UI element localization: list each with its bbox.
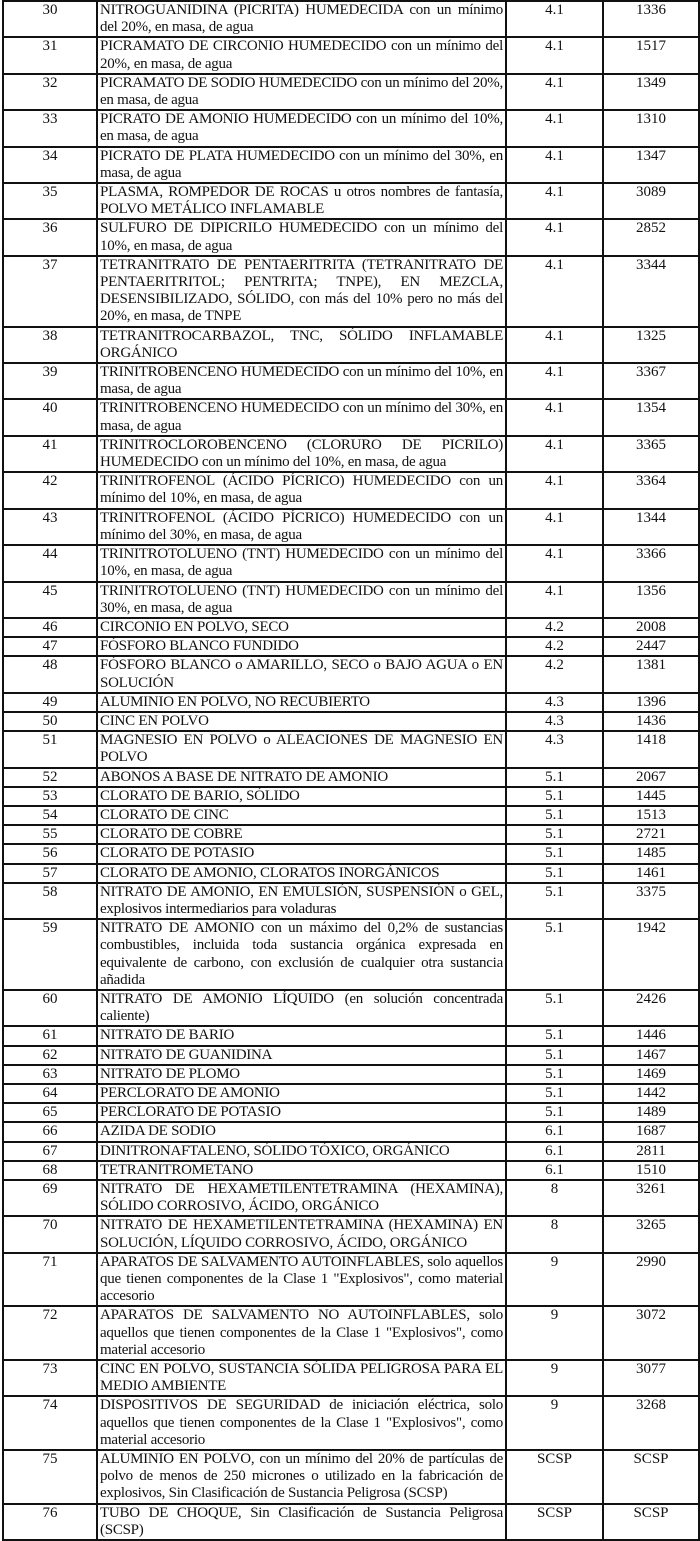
table-row <box>3 147 699 183</box>
row-number-cell: 53 <box>3 787 97 806</box>
row-number-cell: 49 <box>3 693 97 712</box>
un-number-cell: 1381 <box>603 656 699 692</box>
row-number-cell: 46 <box>3 618 97 637</box>
table-row <box>3 637 699 656</box>
row-number-cell: 45 <box>3 582 97 618</box>
substance-description-cell: CINC EN POLVO, SUSTANCIA SÓLIDA PELIGROSA PARA EL MEDIO AMBIENTE <box>97 1360 506 1396</box>
hazard-class-cell: 4.1 <box>506 545 603 581</box>
table-row <box>3 1046 699 1065</box>
table-row <box>3 327 699 363</box>
un-number-cell: 1489 <box>603 1103 699 1122</box>
table-row <box>3 1161 699 1180</box>
substance-description-cell: TETRANITROCARBAZOL, TNC, SÓLIDO INFLAMABLE ORGÁNICO <box>97 327 506 363</box>
table-row <box>3 363 699 399</box>
un-number-cell: 2447 <box>603 637 699 656</box>
table-body <box>3 1 699 1540</box>
table-row <box>3 1 699 37</box>
row-number-cell: 68 <box>3 1161 97 1180</box>
substance-description-cell: CLORATO DE COBRE <box>97 825 506 844</box>
row-number-cell: 30 <box>3 1 97 37</box>
row-number-cell: 35 <box>3 183 97 219</box>
document-page <box>2 0 698 1541</box>
table-row <box>3 74 699 110</box>
row-number-cell: 61 <box>3 1026 97 1045</box>
row-number-cell: 56 <box>3 844 97 863</box>
substance-description-cell: APARATOS DE SALVAMENTO AUTOINFLABLES, solo aquellos que tienen componentes de la Clase 1 "Explosivos", como material accesorio <box>97 1253 506 1307</box>
substance-description-cell: SULFURO DE DIPICRILO HUMEDECIDO con un mínimo del 10%, en masa, de agua <box>97 219 506 255</box>
un-number-cell: 3265 <box>603 1216 699 1252</box>
un-number-cell: 1336 <box>603 1 699 37</box>
un-number-cell: 1446 <box>603 1026 699 1045</box>
table-row <box>3 712 699 731</box>
hazard-class-cell: 4.3 <box>506 693 603 712</box>
row-number-cell: 69 <box>3 1180 97 1216</box>
un-number-cell: 1513 <box>603 806 699 825</box>
substance-description-cell: CLORATO DE AMONIO, CLORATOS INORGÁNICOS <box>97 864 506 883</box>
table-row <box>3 806 699 825</box>
hazard-class-cell: 9 <box>506 1306 603 1360</box>
substance-description-cell: PICRATO DE AMONIO HUMEDECIDO con un mínimo del 10%, en masa, de agua <box>97 110 506 146</box>
table-row <box>3 844 699 863</box>
un-number-cell: 1396 <box>603 693 699 712</box>
un-number-cell: 1467 <box>603 1046 699 1065</box>
un-number-cell: 1347 <box>603 147 699 183</box>
hazard-class-cell: 4.1 <box>506 183 603 219</box>
substance-description-cell: NITRATO DE HEXAMETILENTETRAMINA (HEXAMINA) EN SOLUCIÓN, LÍQUIDO CORROSIVO, ÁCIDO, ORGÁNICO <box>97 1216 506 1252</box>
row-number-cell: 31 <box>3 37 97 73</box>
table-row <box>3 919 699 990</box>
row-number-cell: 48 <box>3 656 97 692</box>
table-row <box>3 183 699 219</box>
substance-description-cell: DINITRONAFTALENO, SÓLIDO TÓXICO, ORGÁNICO <box>97 1142 506 1161</box>
substance-description-cell: FÓSFORO BLANCO FUNDIDO <box>97 637 506 656</box>
un-number-cell: 1436 <box>603 712 699 731</box>
row-number-cell: 75 <box>3 1450 97 1504</box>
table-row <box>3 656 699 692</box>
hazard-class-cell: 4.1 <box>506 472 603 508</box>
hazard-class-cell: 4.1 <box>506 74 603 110</box>
hazard-class-cell: 9 <box>506 1253 603 1307</box>
un-number-cell: 2008 <box>603 618 699 637</box>
substance-description-cell: TUBO DE CHOQUE, Sin Clasificación de Sustancia Peligrosa (SCSP) <box>97 1504 506 1540</box>
hazard-class-cell: SCSP <box>506 1450 603 1504</box>
table-row <box>3 1026 699 1045</box>
substance-description-cell: TRINITROTOLUENO (TNT) HUMEDECIDO con un mínimo del 10%, en masa, de agua <box>97 545 506 581</box>
table-row <box>3 219 699 255</box>
row-number-cell: 33 <box>3 110 97 146</box>
hazard-class-cell: 6.1 <box>506 1142 603 1161</box>
table-row <box>3 1360 699 1396</box>
hazard-class-cell: 5.1 <box>506 1046 603 1065</box>
table-row <box>3 1396 699 1450</box>
un-number-cell: 3365 <box>603 436 699 472</box>
un-number-cell: 1510 <box>603 1161 699 1180</box>
hazard-class-cell: 4.2 <box>506 656 603 692</box>
un-number-cell: 1442 <box>603 1084 699 1103</box>
row-number-cell: 38 <box>3 327 97 363</box>
row-number-cell: 76 <box>3 1504 97 1540</box>
un-number-cell: 1942 <box>603 919 699 990</box>
hazard-class-cell: 9 <box>506 1396 603 1450</box>
hazard-class-cell: 4.2 <box>506 618 603 637</box>
table-row <box>3 1504 699 1540</box>
hazard-class-cell: 5.1 <box>506 864 603 883</box>
un-number-cell: 1325 <box>603 327 699 363</box>
row-number-cell: 64 <box>3 1084 97 1103</box>
hazard-class-cell: 8 <box>506 1180 603 1216</box>
row-number-cell: 37 <box>3 256 97 327</box>
table-row <box>3 731 699 767</box>
un-number-cell: 3077 <box>603 1360 699 1396</box>
substance-description-cell: TRINITROFENOL (ÁCIDO PÍCRICO) HUMEDECIDO con un mínimo del 30%, en masa, de agua <box>97 509 506 545</box>
row-number-cell: 72 <box>3 1306 97 1360</box>
row-number-cell: 70 <box>3 1216 97 1252</box>
substance-description-cell: PLASMA, ROMPEDOR DE ROCAS u otros nombres de fantasía, POLVO METÁLICO INFLAMABLE <box>97 183 506 219</box>
substance-description-cell: TETRANITRATO DE PENTAERITRITA (TETRANITRATO DE PENTAERITRITOL; PENTRITA; TNPE), EN MEZCLA, DESENSIBILIZADO, SÓLIDO, con más del 10% pero no más del 20%, en masa, de TNPE <box>97 256 506 327</box>
table-row <box>3 1253 699 1307</box>
substance-description-cell: PICRAMATO DE CIRCONIO HUMEDECIDO con un mínimo del 20%, en masa, de agua <box>97 37 506 73</box>
substance-description-cell: PERCLORATO DE AMONIO <box>97 1084 506 1103</box>
un-number-cell: 3344 <box>603 256 699 327</box>
substance-description-cell: CLORATO DE POTASIO <box>97 844 506 863</box>
hazard-class-cell: 6.1 <box>506 1161 603 1180</box>
table-row <box>3 1216 699 1252</box>
un-number-cell: 3072 <box>603 1306 699 1360</box>
substance-description-cell: PERCLORATO DE POTASIO <box>97 1103 506 1122</box>
hazard-class-cell: 4.1 <box>506 219 603 255</box>
row-number-cell: 44 <box>3 545 97 581</box>
un-number-cell: 1485 <box>603 844 699 863</box>
un-number-cell: 1687 <box>603 1122 699 1141</box>
hazard-class-cell: 5.1 <box>506 919 603 990</box>
table-row <box>3 618 699 637</box>
substance-description-cell: NITRATO DE AMONIO con un máximo del 0,2% de sustancias combustibles, incluida toda sustancia orgánica expresada en equivalente de carbono, con exclusión de cualquier otra sustancia añadida <box>97 919 506 990</box>
substance-description-cell: TRINITROFENOL (ÁCIDO PÍCRICO) HUMEDECIDO con un mínimo del 10%, en masa, de agua <box>97 472 506 508</box>
row-number-cell: 47 <box>3 637 97 656</box>
table-row <box>3 436 699 472</box>
un-number-cell: 1445 <box>603 787 699 806</box>
hazardous-substances-table <box>2 0 700 1541</box>
un-number-cell: 3366 <box>603 545 699 581</box>
substance-description-cell: PICRATO DE PLATA HUMEDECIDO con un mínimo del 30%, en masa, de agua <box>97 147 506 183</box>
table-row <box>3 1450 699 1504</box>
hazard-class-cell: 8 <box>506 1216 603 1252</box>
table-row <box>3 1306 699 1360</box>
un-number-cell: 3367 <box>603 363 699 399</box>
table-row <box>3 545 699 581</box>
hazard-class-cell: 4.3 <box>506 731 603 767</box>
row-number-cell: 74 <box>3 1396 97 1450</box>
un-number-cell: SCSP <box>603 1504 699 1540</box>
substance-description-cell: MAGNESIO EN POLVO o ALEACIONES DE MAGNESIO EN POLVO <box>97 731 506 767</box>
table-row <box>3 883 699 919</box>
hazard-class-cell: 4.3 <box>506 712 603 731</box>
substance-description-cell: NITRATO DE AMONIO, EN EMULSIÓN, SUSPENSIÓN o GEL, explosivos intermediarios para voladuras <box>97 883 506 919</box>
row-number-cell: 63 <box>3 1065 97 1084</box>
substance-description-cell: TRINITROBENCENO HUMEDECIDO con un mínimo del 10%, en masa, de agua <box>97 363 506 399</box>
row-number-cell: 41 <box>3 436 97 472</box>
hazard-class-cell: 5.1 <box>506 1026 603 1045</box>
hazard-class-cell: 6.1 <box>506 1122 603 1141</box>
substance-description-cell: APARATOS DE SALVAMENTO NO AUTOINFLABLES, solo aquellos que tienen componentes de la Clase 1 "Explosivos", como material accesorio <box>97 1306 506 1360</box>
table-row <box>3 256 699 327</box>
row-number-cell: 73 <box>3 1360 97 1396</box>
un-number-cell: 2990 <box>603 1253 699 1307</box>
un-number-cell: 1517 <box>603 37 699 73</box>
un-number-cell: 3364 <box>603 472 699 508</box>
substance-description-cell: TETRANITROMETANO <box>97 1161 506 1180</box>
hazard-class-cell: 5.1 <box>506 1084 603 1103</box>
un-number-cell: 1469 <box>603 1065 699 1084</box>
row-number-cell: 62 <box>3 1046 97 1065</box>
table-row <box>3 1142 699 1161</box>
un-number-cell: 2426 <box>603 990 699 1026</box>
row-number-cell: 50 <box>3 712 97 731</box>
hazard-class-cell: 4.1 <box>506 399 603 435</box>
substance-description-cell: ALUMINIO EN POLVO, con un mínimo del 20% de partículas de polvo de menos de 250 micrones o utilizado en la fabricación de explosivos, Sin Clasificación de Sustancia Peligrosa (SCSP) <box>97 1450 506 1504</box>
un-number-cell: 2721 <box>603 825 699 844</box>
hazard-class-cell: 4.1 <box>506 147 603 183</box>
table-row <box>3 1084 699 1103</box>
substance-description-cell: CINC EN POLVO <box>97 712 506 731</box>
table-row <box>3 693 699 712</box>
table-row <box>3 1065 699 1084</box>
row-number-cell: 59 <box>3 919 97 990</box>
substance-description-cell: NITRATO DE BARIO <box>97 1026 506 1045</box>
hazard-class-cell: 4.1 <box>506 327 603 363</box>
table-row <box>3 399 699 435</box>
substance-description-cell: TRINITROCLOROBENCENO (CLORURO DE PICRILO) HUMEDECIDO con un mínimo del 10%, en masa, de agua <box>97 436 506 472</box>
un-number-cell: 1356 <box>603 582 699 618</box>
row-number-cell: 42 <box>3 472 97 508</box>
substance-description-cell: NITRATO DE AMONIO LÍQUIDO (en solución concentrada caliente) <box>97 990 506 1026</box>
hazard-class-cell: 4.2 <box>506 637 603 656</box>
substance-description-cell: CLORATO DE BARIO, SÓLIDO <box>97 787 506 806</box>
substance-description-cell: CIRCONIO EN POLVO, SECO <box>97 618 506 637</box>
row-number-cell: 55 <box>3 825 97 844</box>
un-number-cell: 3089 <box>603 183 699 219</box>
hazard-class-cell: 4.1 <box>506 582 603 618</box>
hazard-class-cell: 5.1 <box>506 990 603 1026</box>
hazard-class-cell: 4.1 <box>506 1 603 37</box>
substance-description-cell: ALUMINIO EN POLVO, NO RECUBIERTO <box>97 693 506 712</box>
hazard-class-cell: 4.1 <box>506 509 603 545</box>
table-row <box>3 787 699 806</box>
substance-description-cell: CLORATO DE CINC <box>97 806 506 825</box>
substance-description-cell: TRINITROBENCENO HUMEDECIDO con un mínimo del 30%, en masa, de agua <box>97 399 506 435</box>
un-number-cell: 2811 <box>603 1142 699 1161</box>
un-number-cell: 1349 <box>603 74 699 110</box>
row-number-cell: 32 <box>3 74 97 110</box>
substance-description-cell: AZIDA DE SODIO <box>97 1122 506 1141</box>
row-number-cell: 58 <box>3 883 97 919</box>
hazard-class-cell: 5.1 <box>506 787 603 806</box>
hazard-class-cell: 4.1 <box>506 110 603 146</box>
un-number-cell: 1344 <box>603 509 699 545</box>
un-number-cell: 3268 <box>603 1396 699 1450</box>
table-row <box>3 1180 699 1216</box>
hazard-class-cell: 4.1 <box>506 256 603 327</box>
substance-description-cell: ABONOS A BASE DE NITRATO DE AMONIO <box>97 768 506 787</box>
un-number-cell: 1310 <box>603 110 699 146</box>
row-number-cell: 71 <box>3 1253 97 1307</box>
table-row <box>3 825 699 844</box>
hazard-class-cell: 5.1 <box>506 1103 603 1122</box>
row-number-cell: 34 <box>3 147 97 183</box>
hazard-class-cell: 4.1 <box>506 436 603 472</box>
row-number-cell: 40 <box>3 399 97 435</box>
un-number-cell: 1418 <box>603 731 699 767</box>
hazard-class-cell: 5.1 <box>506 883 603 919</box>
hazard-class-cell: 5.1 <box>506 825 603 844</box>
row-number-cell: 39 <box>3 363 97 399</box>
table-row <box>3 990 699 1026</box>
substance-description-cell: NITRATO DE HEXAMETILENTETRAMINA (HEXAMINA), SÓLIDO CORROSIVO, ÁCIDO, ORGÁNICO <box>97 1180 506 1216</box>
un-number-cell: 3261 <box>603 1180 699 1216</box>
row-number-cell: 43 <box>3 509 97 545</box>
row-number-cell: 54 <box>3 806 97 825</box>
table-row <box>3 864 699 883</box>
row-number-cell: 57 <box>3 864 97 883</box>
hazard-class-cell: 4.1 <box>506 37 603 73</box>
hazard-class-cell: 4.1 <box>506 363 603 399</box>
table-row <box>3 768 699 787</box>
row-number-cell: 65 <box>3 1103 97 1122</box>
un-number-cell: SCSP <box>603 1450 699 1504</box>
hazard-class-cell: 5.1 <box>506 768 603 787</box>
un-number-cell: 3375 <box>603 883 699 919</box>
substance-description-cell: NITRATO DE GUANIDINA <box>97 1046 506 1065</box>
hazard-class-cell: SCSP <box>506 1504 603 1540</box>
hazard-class-cell: 9 <box>506 1360 603 1396</box>
row-number-cell: 36 <box>3 219 97 255</box>
hazard-class-cell: 5.1 <box>506 806 603 825</box>
un-number-cell: 2852 <box>603 219 699 255</box>
un-number-cell: 1354 <box>603 399 699 435</box>
hazard-class-cell: 5.1 <box>506 1065 603 1084</box>
row-number-cell: 67 <box>3 1142 97 1161</box>
table-row <box>3 582 699 618</box>
hazard-class-cell: 5.1 <box>506 844 603 863</box>
row-number-cell: 51 <box>3 731 97 767</box>
substance-description-cell: NITROGUANIDINA (PICRITA) HUMEDECIDA con un mínimo del 20%, en masa, de agua <box>97 1 506 37</box>
row-number-cell: 60 <box>3 990 97 1026</box>
table-row <box>3 1103 699 1122</box>
table-row <box>3 472 699 508</box>
substance-description-cell: FÓSFORO BLANCO o AMARILLO, SECO o BAJO AGUA o EN SOLUCIÓN <box>97 656 506 692</box>
row-number-cell: 66 <box>3 1122 97 1141</box>
table-row <box>3 37 699 73</box>
un-number-cell: 2067 <box>603 768 699 787</box>
table-row <box>3 509 699 545</box>
row-number-cell: 52 <box>3 768 97 787</box>
table-row <box>3 1122 699 1141</box>
substance-description-cell: TRINITROTOLUENO (TNT) HUMEDECIDO con un mínimo del 30%, en masa, de agua <box>97 582 506 618</box>
substance-description-cell: NITRATO DE PLOMO <box>97 1065 506 1084</box>
substance-description-cell: DISPOSITIVOS DE SEGURIDAD de iniciación eléctrica, solo aquellos que tienen componentes de la Clase 1 "Explosivos", como material accesorio <box>97 1396 506 1450</box>
substance-description-cell: PICRAMATO DE SODIO HUMEDECIDO con un mínimo del 20%, en masa, de agua <box>97 74 506 110</box>
un-number-cell: 1461 <box>603 864 699 883</box>
table-row <box>3 110 699 146</box>
